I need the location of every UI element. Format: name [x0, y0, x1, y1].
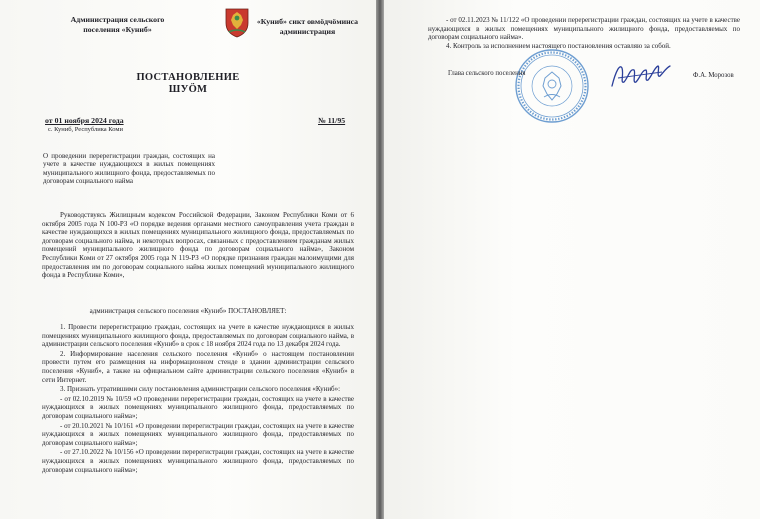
decree-date: от 01 ноября 2024 года: [45, 116, 124, 125]
header-left-line-2: поселения «Куниб»: [83, 25, 152, 34]
decree-item: 3. Признать утратившими силу постановления администрации сельского поселения «Куниб»:: [60, 385, 341, 394]
decree-item: - от 02.10.2019 № 10/59 «О проведении перерегистрации граждан, состоящих на учете в качестве нуждающихся в жилых помещениях муниципального жилищного фонда, предоставляемых по договорам социального найма»;: [42, 394, 354, 420]
decree-item: - от 20.10.2021 № 10/161 «О проведении перерегистрации граждан, состоящих на учете в качестве нуждающихся в жилых помещениях муниципального жилищного фонда, предоставляемых по договорам социального найма»;: [42, 421, 354, 447]
document-title-komi: ШУӦМ: [168, 84, 208, 95]
preamble: [42, 211, 354, 280]
decree-subject: О проведении перерегистрации граждан, состоящих на учете в качестве нуждающихся в жилых помещениях муниципального жилищного фонда, предоставляемых по договорам социального найма: [43, 152, 215, 186]
decree-item: - от 27.10.2022 № 10/156 «О проведении перерегистрации граждан, состоящих на учете в качестве нуждающихся в жилых помещениях муниципального жилищного фонда, предоставляемых по договорам социального найма»;: [42, 448, 354, 474]
decree-item: - от 02.11.2023 № 11/122 «О проведении перерегистрации граждан, состоящих на учете в качестве нуждающихся в жилых помещениях муниципального жилищного фонда, предоставляемых по договорам социального найма».: [428, 16, 740, 42]
right-page-items: [428, 16, 740, 50]
decree-place: с. Куниб, Республика Коми: [48, 126, 124, 133]
document-title: ПОСТАНОВЛЕНИЕ: [136, 72, 240, 83]
decree-number: № 11/95: [318, 116, 346, 125]
left-page: [0, 0, 376, 519]
header-right-line-2: администрация: [279, 27, 336, 36]
official-seal-icon: [514, 48, 590, 124]
header-right: [250, 17, 365, 37]
right-page: [384, 0, 760, 519]
decree-item: 1. Провести перерегистрацию граждан, состоящих на учете в качестве нуждающихся в жилых помещениях муниципального жилищного фонда, предоставляемых по договорам социального найма, в администрации сельского поселения «Куниб» в срок с 18 ноября 2024 года по 13 декабря 2024 года.: [42, 323, 354, 349]
header-right-line-1: «Куниб» сикт овмӧдчӧминса: [256, 17, 359, 26]
header-left: [55, 15, 180, 35]
komi-coat-of-arms-icon: [223, 6, 251, 38]
decree-items: [42, 323, 354, 475]
preamble-text: Руководствуясь Жилищным кодексом Российской Федерации, Законом Республики Коми от 6 октября 2005 года N 100-РЗ «О порядке ведения органами местного самоуправления учета граждан в качестве нуждающихся в жилых помещениях муниципального жилищного фонда, предоставляемых по договорам социального найма, и некоторых вопросах, связанных с предоставлением гражданам жилых помещений муниципального жилищного фонда по договорам социального найма», Законом Республики Коми от 27 октября 2005 года N 119-РЗ «О порядке признания граждан малоимущими для предоставления им по договорам социального найма жилых помещений муниципального жилищного фонда в Республике Коми»,: [42, 211, 354, 280]
decree-line: администрация сельского поселения «Куниб» ПОСТАНОВЛЯЕТ:: [89, 307, 287, 315]
signature-label: Глава сельского поселения: [448, 70, 526, 77]
signatory-name: Ф.А. Морозов: [693, 72, 734, 79]
page-fold: [376, 0, 384, 519]
decree-item: 2. Информирование населения сельского поселения «Куниб» о настоящем постановлении провести путем его размещения на информационном стенде в здании администрации сельского поселения «Куниб», а также на официальном сайте администрации сельского поселения «Куниб» в сети Интернет.: [42, 349, 354, 384]
decree-item: 4. Контроль за исполнением настоящего постановления оставляю за собой.: [446, 41, 671, 50]
signature-icon: [608, 60, 674, 92]
header-left-line-1: Администрация сельского: [70, 15, 165, 24]
